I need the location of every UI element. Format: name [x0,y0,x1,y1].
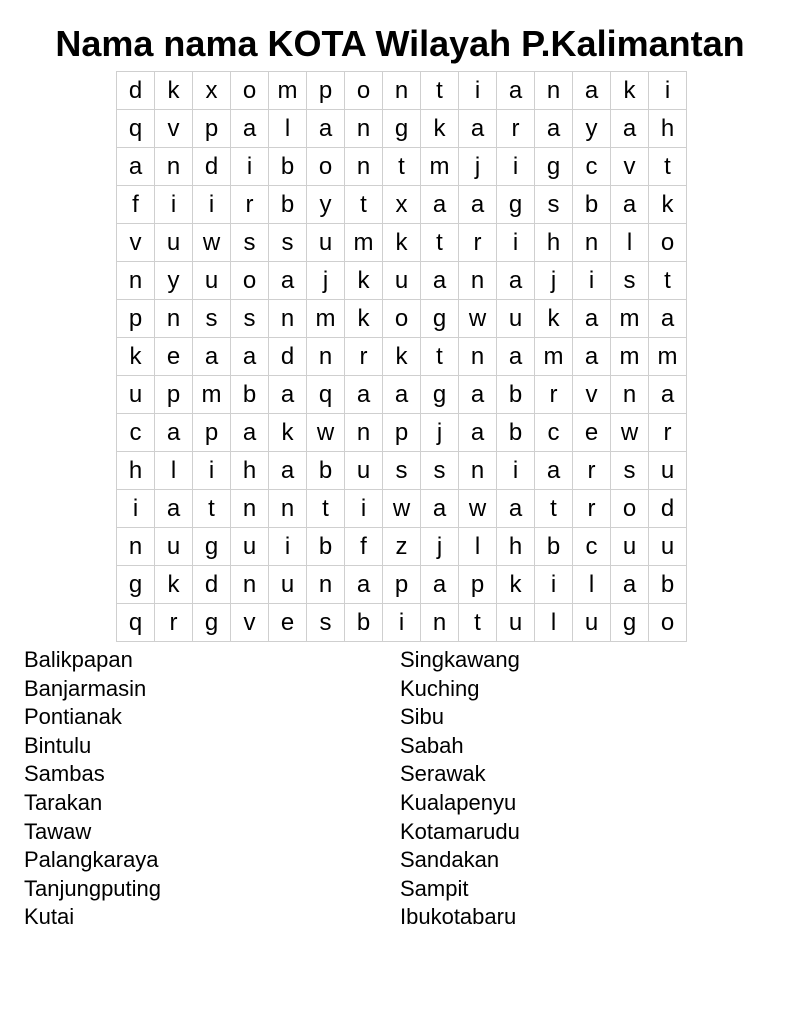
grid-row [117,376,687,414]
grid-cell: j [535,262,573,300]
grid-cell: w [307,414,345,452]
grid-row [117,338,687,376]
grid-cell: r [535,376,573,414]
word-list-item: Palangkaraya [24,847,159,873]
grid-cell: a [573,300,611,338]
grid-cell: u [193,262,231,300]
grid-row [117,186,687,224]
grid-cell: a [193,338,231,376]
grid-cell: a [459,376,497,414]
grid-cell: c [117,414,155,452]
grid-row [117,148,687,186]
grid-cell: i [231,148,269,186]
grid-cell: l [611,224,649,262]
grid-cell: d [117,72,155,110]
grid-cell: v [117,224,155,262]
grid-cell: u [649,528,687,566]
grid-cell: i [269,528,307,566]
grid-cell: a [269,262,307,300]
grid-cell: u [497,604,535,642]
grid-cell: r [497,110,535,148]
grid-cell: o [649,604,687,642]
grid-cell: a [155,414,193,452]
grid-cell: a [421,566,459,604]
grid-cell: q [307,376,345,414]
grid-cell: n [155,148,193,186]
grid-cell: a [383,376,421,414]
grid-cell: n [345,148,383,186]
grid-cell: u [231,528,269,566]
grid-cell: p [193,110,231,148]
grid-cell: b [535,528,573,566]
grid-cell: m [611,300,649,338]
grid-cell: j [421,528,459,566]
grid-cell: d [193,148,231,186]
grid-row [117,414,687,452]
grid-cell: p [383,414,421,452]
grid-cell: t [421,338,459,376]
grid-cell: q [117,110,155,148]
grid-cell: a [459,414,497,452]
grid-cell: a [231,338,269,376]
word-list-item: Balikpapan [24,647,133,672]
grid-cell: t [421,224,459,262]
grid-cell: g [497,186,535,224]
word-list-item: Serawak [400,761,486,787]
word-list-item: Bintulu [24,732,92,758]
grid-cell: g [535,148,573,186]
grid-cell: n [117,528,155,566]
grid-cell: i [535,566,573,604]
grid-cell: a [497,262,535,300]
grid-cell: y [155,262,193,300]
grid-cell: k [649,186,687,224]
grid-cell: n [459,338,497,376]
grid-cell: e [155,338,193,376]
grid-cell: h [117,452,155,490]
grid-cell: i [573,262,611,300]
word-list-left [24,646,161,932]
grid-cell: s [611,452,649,490]
grid-cell: n [231,566,269,604]
grid-cell: g [383,110,421,148]
grid-row [117,452,687,490]
grid-cell: o [383,300,421,338]
grid-cell: f [117,186,155,224]
grid-cell: b [307,528,345,566]
grid-cell: r [345,338,383,376]
grid-cell: o [231,262,269,300]
word-list-item: Tarakan [24,789,103,815]
grid-cell: u [383,262,421,300]
grid-cell: n [535,72,573,110]
grid-cell: y [307,186,345,224]
grid-cell: r [649,414,687,452]
grid-cell: a [269,452,307,490]
grid-cell: g [193,528,231,566]
grid-row [117,110,687,148]
grid-cell: k [345,300,383,338]
grid-cell: a [573,72,611,110]
grid-cell: t [345,186,383,224]
grid-cell: v [573,376,611,414]
grid-cell: w [611,414,649,452]
grid-cell: i [497,452,535,490]
grid-cell: u [307,224,345,262]
word-list-item: Kotamarudu [400,818,520,844]
grid-cell: t [383,148,421,186]
grid-cell: g [117,566,155,604]
grid-cell: n [383,72,421,110]
word-list-item: Ibukotabaru [400,904,517,930]
grid-cell: o [649,224,687,262]
grid-cell: o [231,72,269,110]
grid-cell: b [497,376,535,414]
grid-cell: t [307,490,345,528]
grid-cell: i [383,604,421,642]
grid-cell: a [269,376,307,414]
word-list-item: Sibu [400,704,445,730]
grid-cell: p [383,566,421,604]
grid-cell: s [231,224,269,262]
grid-cell: y [573,110,611,148]
grid-cell: r [155,604,193,642]
grid-cell: e [269,604,307,642]
word-list-right [400,646,520,932]
grid-cell: k [383,224,421,262]
grid-row [117,604,687,642]
grid-cell: h [535,224,573,262]
grid-cell: h [649,110,687,148]
grid-cell: a [231,414,269,452]
grid-cell: i [649,72,687,110]
grid-row [117,566,687,604]
word-list-item: Singkawang [400,647,520,672]
grid-cell: a [649,376,687,414]
grid-cell: p [117,300,155,338]
grid-cell: n [269,490,307,528]
grid-cell: x [193,72,231,110]
grid-cell: t [193,490,231,528]
word-list-item: Pontianak [24,704,122,730]
grid-cell: t [649,262,687,300]
grid-cell: i [497,148,535,186]
word-list-item: Sabah [400,732,464,758]
grid-cell: x [383,186,421,224]
grid-cell: l [459,528,497,566]
word-list-item: Sandakan [400,847,500,873]
grid-cell: n [611,376,649,414]
grid-cell: p [155,376,193,414]
grid-row [117,72,687,110]
grid-cell: m [611,338,649,376]
grid-cell: a [459,110,497,148]
grid-cell: k [421,110,459,148]
grid-cell: a [459,186,497,224]
grid-cell: k [497,566,535,604]
grid-row [117,528,687,566]
grid-cell: a [421,490,459,528]
grid-cell: b [231,376,269,414]
grid-cell: a [421,262,459,300]
grid-cell: j [459,148,497,186]
grid-cell: w [459,490,497,528]
grid-cell: g [421,300,459,338]
grid-cell: l [155,452,193,490]
grid-cell: n [459,262,497,300]
grid-cell: n [573,224,611,262]
grid-cell: a [231,110,269,148]
grid-cell: a [155,490,193,528]
grid-cell: m [269,72,307,110]
grid-cell: w [459,300,497,338]
grid-cell: i [497,224,535,262]
grid-cell: a [611,566,649,604]
grid-cell: k [535,300,573,338]
grid-cell: e [573,414,611,452]
grid-cell: m [535,338,573,376]
grid-cell: d [649,490,687,528]
grid-cell: a [535,110,573,148]
grid-cell: b [649,566,687,604]
grid-cell: a [497,338,535,376]
grid-cell: b [345,604,383,642]
grid-cell: n [269,300,307,338]
grid-cell: i [459,72,497,110]
grid-cell: k [155,72,193,110]
grid-cell: b [307,452,345,490]
grid-cell: s [269,224,307,262]
grid-cell: v [611,148,649,186]
grid-cell: s [193,300,231,338]
grid-cell: k [383,338,421,376]
grid-cell: a [497,490,535,528]
word-list-item: Sambas [24,761,105,787]
page-title: Nama nama KOTA Wilayah P.Kalimantan [55,23,745,64]
grid-cell: u [269,566,307,604]
grid-cell: o [611,490,649,528]
grid-cell: m [345,224,383,262]
grid-cell: o [345,72,383,110]
grid-cell: s [535,186,573,224]
grid-cell: b [269,186,307,224]
grid-cell: s [421,452,459,490]
grid-cell: a [345,566,383,604]
grid-cell: s [307,604,345,642]
grid-cell: i [117,490,155,528]
word-list-item: Sampit [400,875,469,901]
grid-cell: j [421,414,459,452]
grid-cell: l [573,566,611,604]
grid-cell: t [535,490,573,528]
grid-cell: p [307,72,345,110]
grid-cell: w [383,490,421,528]
grid-cell: l [535,604,573,642]
grid-cell: a [421,186,459,224]
grid-cell: v [231,604,269,642]
grid-cell: t [649,148,687,186]
grid-cell: c [573,528,611,566]
grid-cell: g [611,604,649,642]
grid-cell: u [155,528,193,566]
word-list-item: Tawaw [24,818,92,844]
grid-cell: a [535,452,573,490]
grid-cell: h [231,452,269,490]
grid-cell: m [307,300,345,338]
grid-cell: k [345,262,383,300]
grid-cell: f [345,528,383,566]
grid-cell: k [611,72,649,110]
grid-cell: r [573,452,611,490]
grid-cell: v [155,110,193,148]
grid-cell: s [231,300,269,338]
grid-cell: r [573,490,611,528]
word-list-item: Tanjungputing [24,875,162,901]
grid-cell: n [421,604,459,642]
grid-cell: q [117,604,155,642]
grid-cell: c [535,414,573,452]
grid-cell: u [649,452,687,490]
grid-cell: n [459,452,497,490]
grid-cell: s [611,262,649,300]
grid-cell: r [459,224,497,262]
grid-cell: g [193,604,231,642]
grid-cell: h [497,528,535,566]
word-list-item: Banjarmasin [24,675,147,701]
grid-cell: k [269,414,307,452]
grid-cell: u [573,604,611,642]
grid-cell: p [459,566,497,604]
word-list-item: Kualapenyu [400,789,517,815]
grid-cell: b [497,414,535,452]
grid-cell: p [193,414,231,452]
grid-cell: w [193,224,231,262]
grid-cell: u [345,452,383,490]
grid-cell: n [231,490,269,528]
grid-cell: n [117,262,155,300]
grid-cell: m [649,338,687,376]
grid-cell: u [611,528,649,566]
grid-cell: u [155,224,193,262]
word-list-item: Kuching [400,675,480,701]
grid-cell: a [117,148,155,186]
grid-cell: c [573,148,611,186]
grid-cell: m [193,376,231,414]
grid-row [117,224,687,262]
grid-cell: i [193,452,231,490]
grid-cell: a [345,376,383,414]
grid-cell: i [193,186,231,224]
grid-cell: d [269,338,307,376]
grid-cell: t [459,604,497,642]
grid-cell: i [345,490,383,528]
grid-cell: a [307,110,345,148]
grid-cell: n [307,338,345,376]
grid-cell: i [155,186,193,224]
grid-cell: l [269,110,307,148]
grid-cell: u [497,300,535,338]
grid-cell: b [573,186,611,224]
word-search-grid [116,71,687,642]
grid-cell: a [611,186,649,224]
grid-cell: n [155,300,193,338]
grid-cell: a [573,338,611,376]
grid-cell: k [117,338,155,376]
grid-cell: r [231,186,269,224]
grid-cell: n [345,414,383,452]
grid-cell: n [307,566,345,604]
grid-cell: t [421,72,459,110]
grid-cell: a [611,110,649,148]
grid-cell: b [269,148,307,186]
grid-row [117,262,687,300]
grid-cell: s [383,452,421,490]
grid-cell: u [117,376,155,414]
grid-cell: j [307,262,345,300]
grid-cell: a [497,72,535,110]
grid-cell: d [193,566,231,604]
grid-row [117,300,687,338]
grid-cell: z [383,528,421,566]
grid-cell: a [649,300,687,338]
grid-cell: k [155,566,193,604]
grid-cell: n [345,110,383,148]
grid-cell: m [421,148,459,186]
word-list-item: Kutai [24,904,75,930]
grid-cell: g [421,376,459,414]
grid-cell: o [307,148,345,186]
grid-row [117,490,687,528]
